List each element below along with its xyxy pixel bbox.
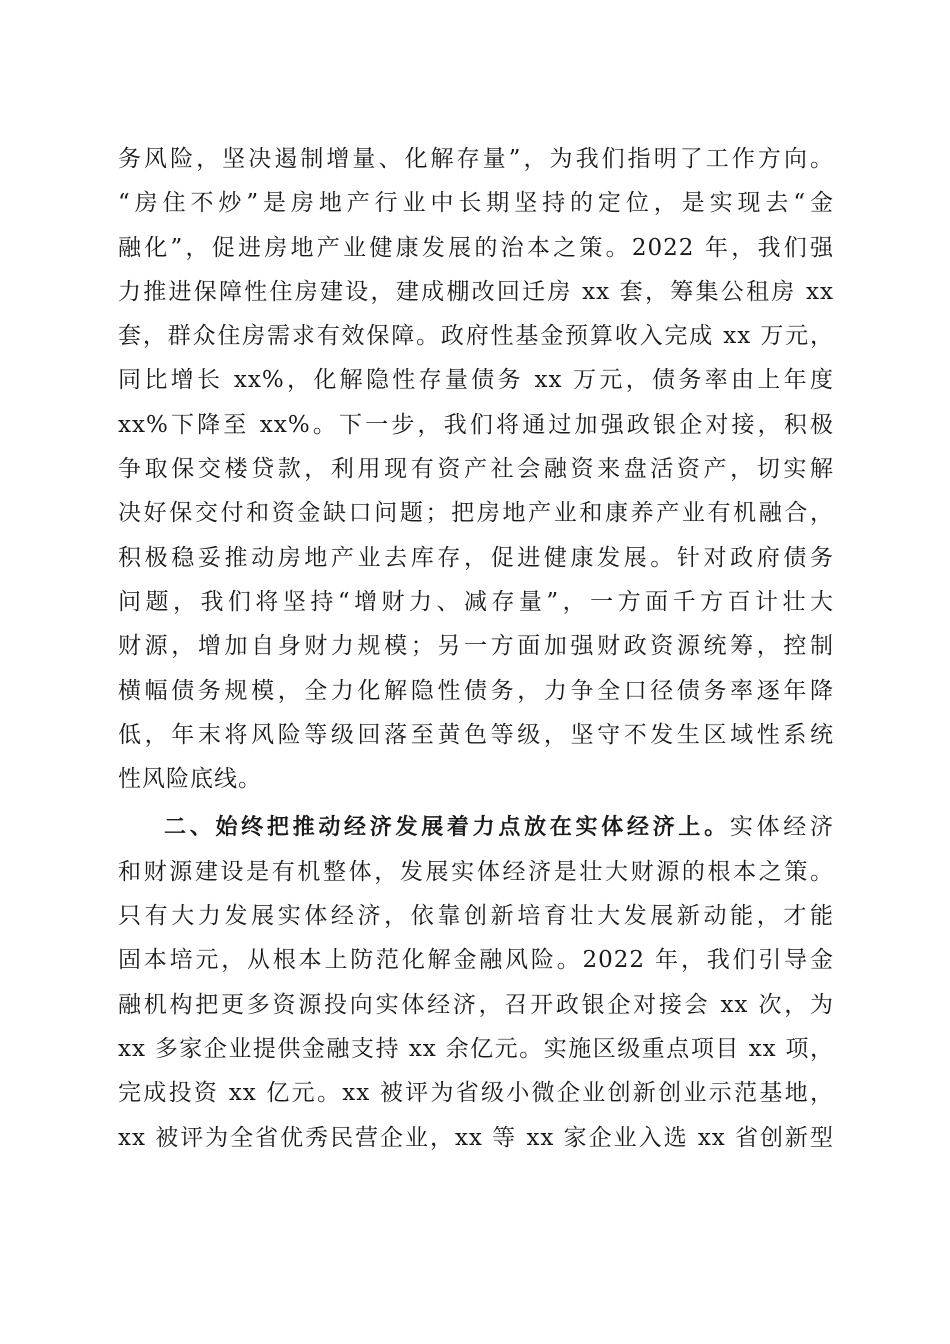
text-line: “房住不炒”是房地产行业中长期坚持的定位，是实现去“金: [118, 190, 834, 217]
text-line: 争取保交楼贷款，利用现有资产社会融资来盘活资产，切实解: [118, 456, 834, 483]
text-line: xx%下降至 xx%。下一步，我们将通过加强政银企对接，积极: [118, 411, 834, 438]
body-text: [118, 137, 834, 1160]
text-line: 完成投资 xx 亿元。xx 被评为省级小微企业创新创业示范基地，: [118, 1080, 834, 1107]
text-line: 套，群众住房需求有效保障。政府性基金预算收入完成 xx 万元，: [118, 323, 834, 350]
text-line: xx 多家企业提供金融支持 xx 余亿元。实施区级重点项目 xx 项，: [118, 1035, 834, 1062]
text-line: 固本培元，从根本上防范化解金融风险。2022 年，我们引导金: [118, 947, 834, 974]
paragraph-2: [118, 805, 834, 1159]
text-line: 积极稳妥推动房地产业去库存，促进健康发展。针对政府债务: [118, 544, 834, 571]
text-line: 性风险底线。: [118, 766, 262, 793]
paragraph-1: [118, 137, 834, 801]
text-line: 只有大力发展实体经济，依靠创新培育壮大发展新动能，才能: [118, 903, 834, 930]
text-line: xx 被评为全省优秀民营企业，xx 等 xx 家企业入选 xx 省创新型: [118, 1124, 834, 1151]
heading-line-rest: 实体经济: [729, 814, 834, 841]
text-line: 融化”，促进房地产业健康发展的治本之策。2022 年，我们强: [118, 234, 834, 261]
text-line: 低，年末将风险等级回落至黄色等级，坚守不发生区域性系统: [118, 721, 834, 748]
text-line: 和财源建设是有机整体，发展实体经济是壮大财源的根本之策。: [118, 858, 834, 885]
section-heading: 二、始终把推动经济发展着力点放在实体经济上。: [164, 815, 730, 841]
text-line: 务风险，坚决遏制增量、化解存量”，为我们指明了工作方向。: [118, 146, 834, 172]
text-line: 横幅债务规模，全力化解隐性债务，力争全口径债务率逐年降: [118, 677, 834, 704]
text-line: 融机构把更多资源投向实体经济，召开政银企对接会 xx 次，为: [118, 991, 834, 1018]
text-line: 同比增长 xx%，化解隐性存量债务 xx 万元，债务率由上年度: [118, 367, 834, 394]
text-line: 问题，我们将坚持“增财力、减存量”，一方面千方百计壮大: [118, 588, 834, 615]
heading-line: [118, 805, 834, 849]
text-line: 决好保交付和资金缺口问题；把房地产业和康养产业有机融合，: [118, 500, 834, 527]
text-line: 财源，增加自身财力规模；另一方面加强财政资源统筹，控制: [118, 633, 834, 660]
text-line: 力推进保障性住房建设，建成棚改回迁房 xx 套，筹集公租房 xx: [118, 278, 834, 305]
